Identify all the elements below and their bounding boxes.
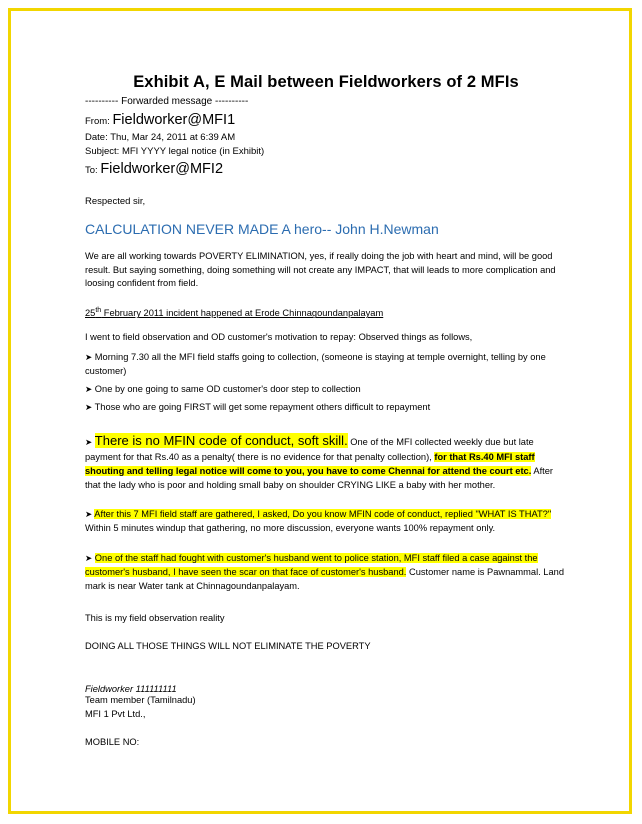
salutation: Respected sir, bbox=[85, 195, 146, 207]
highlight-legal-notice-threat: for that Rs.40 MFI staff shouting and telling legal notice will come to you, you have to come Chennai for attend the court etc. bbox=[85, 451, 535, 476]
incident-heading-rest: February 2011 incident happened at Erode Chinnagoundanpalayam bbox=[101, 308, 384, 319]
bullet-arrow-icon: ➤ bbox=[85, 403, 93, 414]
bullet-item-2 bbox=[81, 383, 571, 397]
para5-rest: Customer name is Pawnammal. Land mark is near Water tank at Chinnagoundanpalayam. bbox=[85, 567, 564, 592]
bullet-text-2: One by one going to same OD customer's door step to collection bbox=[94, 384, 361, 395]
date-label: Date: bbox=[85, 132, 108, 144]
page-title: Exhibit A, E Mail between Fieldworkers of 2 MFIs bbox=[133, 73, 519, 91]
signature-role: Team member (Tamilnadu) bbox=[85, 695, 196, 706]
email-header-to bbox=[81, 159, 571, 180]
paragraph-code-of-conduct bbox=[81, 431, 571, 492]
bullet-arrow-icon: ➤ bbox=[85, 554, 93, 565]
from-value: Fieldworker@MFI1 bbox=[112, 112, 236, 128]
paragraph-conclusion: DOING ALL THOSE THINGS WILL NOT ELIMINATE THE POVERTY bbox=[85, 641, 371, 652]
signature-spacer bbox=[81, 654, 571, 684]
from-label: From: bbox=[85, 116, 110, 127]
incident-heading-ordinal: th bbox=[95, 307, 102, 315]
mobile-spacer bbox=[81, 722, 571, 736]
highlight-police-case: One of the staff had fought with customer's husband went to police station, MFI staff filed a case against the customer's husband, I have seen the scar on that face of customer's husband. bbox=[85, 553, 538, 578]
paragraph-gathering bbox=[81, 508, 571, 536]
incident-heading bbox=[81, 307, 571, 318]
signature-mobile: MOBILE NO: bbox=[85, 736, 140, 747]
email-header-subject bbox=[81, 145, 571, 159]
para3-rest-a: One of the MFI collected weekly due but late payment for that Rs.40 as a penalty( there is no evidence for that penalty collection), bbox=[85, 437, 534, 462]
bullet-arrow-icon: ➤ bbox=[85, 438, 93, 449]
bullet-arrow-icon: ➤ bbox=[85, 353, 93, 364]
to-label: To: bbox=[85, 164, 98, 176]
highlight-what-is-that: After this 7 MFI field staff are gathered, I asked, Do you know MFIN code of conduct, replied "WHAT IS THAT?" bbox=[94, 509, 552, 520]
bullet-item-1 bbox=[81, 351, 571, 379]
signature-name: Fieldworker 111111111 bbox=[85, 684, 177, 695]
forwarded-message-marker: ---------- Forwarded message ---------- bbox=[85, 96, 249, 107]
email-header-date bbox=[81, 131, 571, 145]
bullet-text-1: Morning 7.30 all the MFI field staffs going to collection, (someone is staying at temple overnight, telling by one customer) bbox=[85, 352, 546, 377]
bullet-text-3: Those who are going FIRST will get some repayment others difficult to repayment bbox=[94, 402, 431, 413]
para3-rest-b: After that the lady who is poor and holding small baby on shoulder CRYING LIKE a baby with her mother. bbox=[85, 465, 554, 490]
bullet-arrow-icon: ➤ bbox=[85, 510, 93, 521]
paragraph-field-reality: This is my field observation reality bbox=[85, 613, 225, 624]
quotation-line: CALCULATION NEVER MADE A hero-- John H.Newman bbox=[85, 220, 439, 237]
date-value: Thu, Mar 24, 2011 at 6:39 AM bbox=[110, 132, 236, 144]
signature-company: MFI 1 Pvt Ltd., bbox=[85, 708, 146, 719]
highlight-no-code-of-conduct: There is no MFIN code of conduct, soft skill. bbox=[94, 433, 348, 449]
subject-label: Subject: bbox=[85, 145, 120, 157]
page-border-frame bbox=[8, 8, 632, 814]
to-value: Fieldworker@MFI2 bbox=[100, 160, 224, 177]
bullet-arrow-icon: ➤ bbox=[85, 385, 93, 396]
para4-rest: Within 5 minutes windup that gathering, no more discussion, everyone wants 100% repayment only. bbox=[85, 523, 496, 534]
paragraph-intro: We are all working towards POVERTY ELIMINATION, yes, if really doing the job with heart and mind, will be good result. But saying something, doing something will not create any IMPACT, that will leads to more complication and loosing confident from field. bbox=[85, 250, 556, 289]
paragraph-police-station bbox=[81, 552, 571, 594]
email-header-from bbox=[81, 110, 571, 131]
subject-value: MFI YYYY legal notice (in Exhibit) bbox=[121, 145, 265, 157]
document-body bbox=[81, 73, 571, 750]
incident-heading-number: 25 bbox=[85, 308, 96, 319]
paragraph-observation-intro: I went to field observation and OD customer's motivation to repay: Observed things as follows, bbox=[85, 332, 473, 343]
bullet-item-3 bbox=[81, 401, 571, 415]
